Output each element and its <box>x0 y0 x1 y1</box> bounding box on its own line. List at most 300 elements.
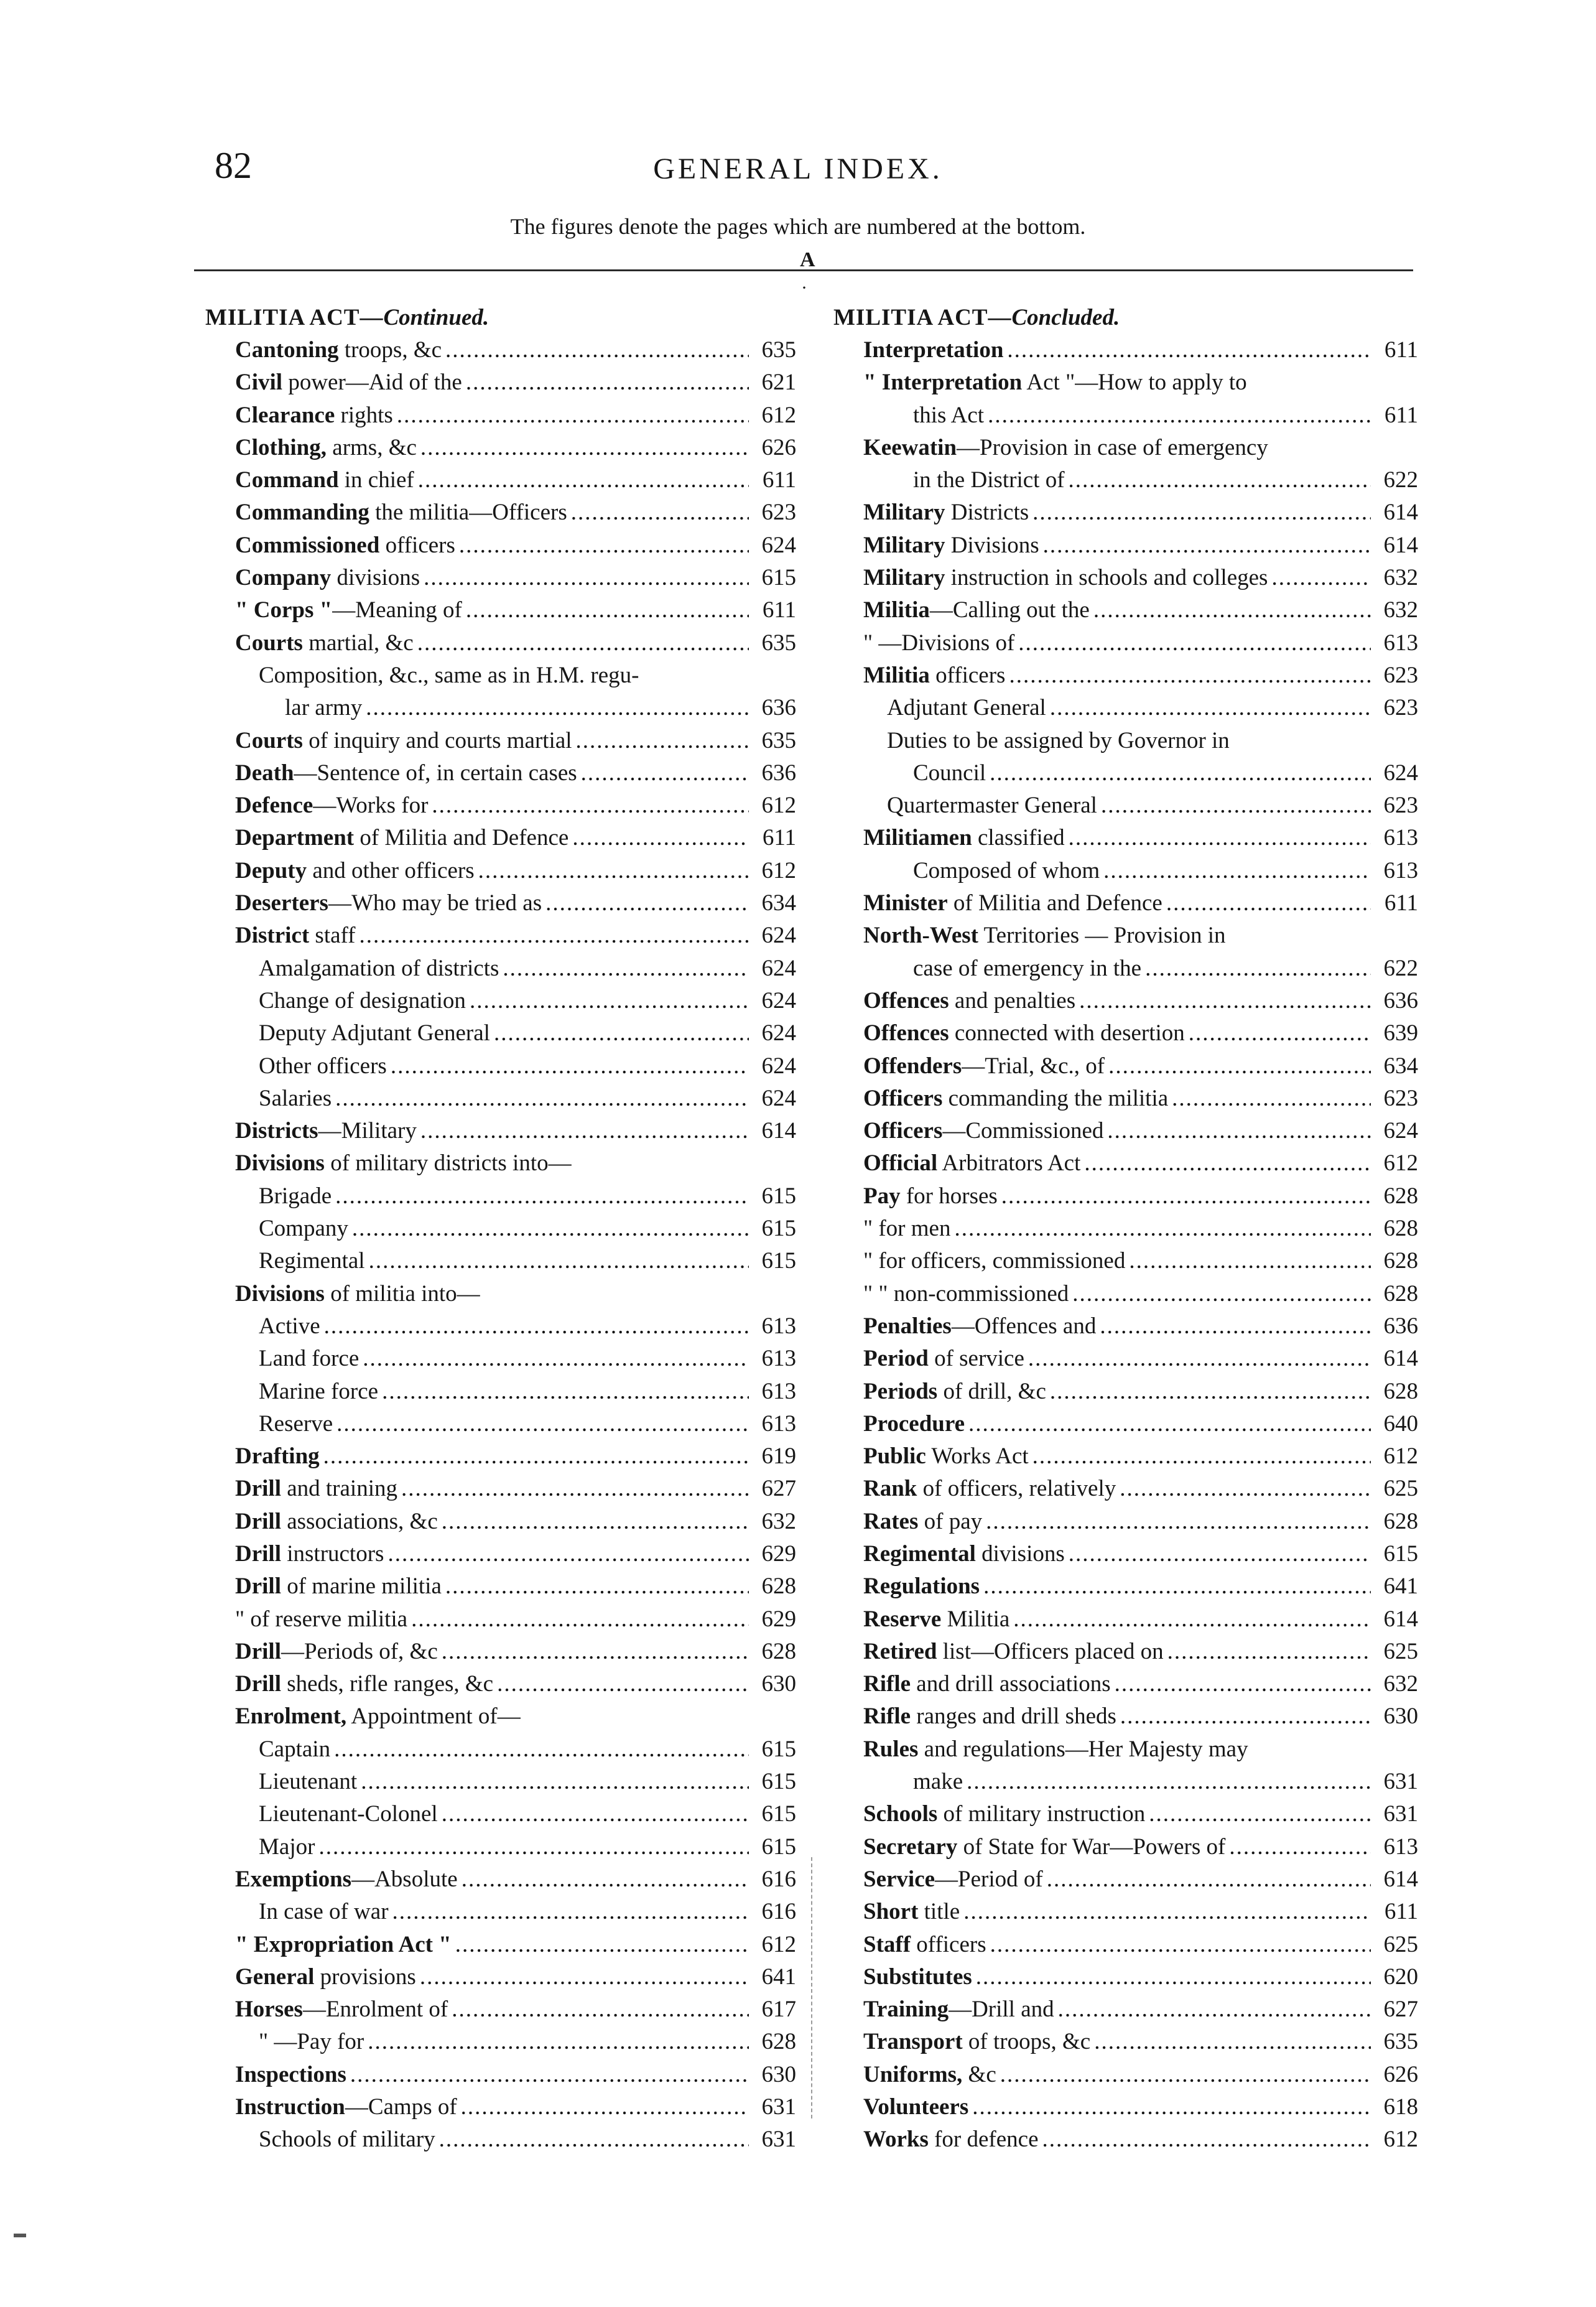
entry-text <box>863 1831 1225 1863</box>
entry-page-number: 612 <box>1383 1150 1418 1177</box>
index-entry <box>833 529 1418 562</box>
entry-text <box>235 399 393 432</box>
index-entry <box>833 1017 1418 1050</box>
entry-text <box>235 790 428 822</box>
rule-mark: A <box>800 248 815 271</box>
dot-leader <box>1072 1278 1371 1310</box>
entry-keyword: Divisions <box>235 1280 325 1307</box>
dot-leader <box>361 1766 749 1798</box>
index-entry <box>833 1506 1418 1538</box>
entry-subject: of Militia and Defence <box>947 890 1162 916</box>
entry-page-number: 641 <box>761 1964 796 1990</box>
index-entry <box>205 1863 796 1896</box>
dot-leader <box>494 1017 749 1050</box>
entry-keyword: Short <box>863 1899 919 1925</box>
dot-leader <box>1120 1473 1371 1505</box>
entry-subject: of militia into— <box>324 1280 480 1307</box>
dot-leader <box>439 2123 749 2156</box>
index-entry <box>205 1929 796 1961</box>
entry-subject: officers <box>929 662 1006 688</box>
entry-text <box>863 1700 1116 1733</box>
entry-subject: power—Aid of the <box>282 370 462 396</box>
dot-leader <box>1084 1147 1371 1180</box>
index-entry <box>205 1668 796 1700</box>
entry-keyword: Officers <box>863 1118 943 1144</box>
entry-keyword: Inspections <box>235 2061 346 2087</box>
entry-text <box>913 464 1065 496</box>
index-entry <box>205 334 796 366</box>
entry-page-number: 624 <box>1383 1118 1418 1144</box>
entry-text <box>235 1863 458 1896</box>
entry-text <box>259 1310 320 1343</box>
entry-subject: and other officers <box>307 857 475 883</box>
index-entry <box>205 2123 796 2156</box>
entry-keyword: Offences <box>863 987 949 1014</box>
entry-subject: Council <box>913 760 986 786</box>
index-entry <box>833 822 1418 854</box>
dot-leader <box>1166 887 1371 920</box>
entry-keyword: Drill <box>235 1508 281 1534</box>
entry-page-number: 615 <box>761 1834 796 1860</box>
dot-leader <box>1050 1376 1371 1408</box>
dot-leader <box>954 1213 1371 1245</box>
entry-page-number: 628 <box>1383 1378 1418 1404</box>
index-entry <box>833 1896 1418 1928</box>
entry-subject: case of emergency in the <box>913 955 1142 981</box>
entry-page-number: 611 <box>1384 337 1418 363</box>
entry-text <box>863 1408 965 1440</box>
dot-leader <box>1094 2026 1371 2058</box>
index-entry <box>205 1440 796 1473</box>
entry-subject: divisions <box>331 565 420 591</box>
entry-subject: commanding the militia <box>942 1085 1169 1111</box>
entry-keyword: Company <box>235 565 332 591</box>
index-entry <box>833 692 1418 724</box>
entry-text <box>863 2123 1039 2156</box>
entry-text <box>863 1570 980 1603</box>
entry-subject: of troops, &c <box>962 2029 1091 2055</box>
entry-text <box>235 1538 384 1570</box>
entry-subject: Deputy Adjutant General <box>259 1020 490 1046</box>
entry-page-number: 622 <box>1383 955 1418 981</box>
dot-leader <box>1042 2123 1371 2156</box>
entry-page-number: 636 <box>1383 987 1418 1014</box>
column-heading-suffix: Continued. <box>383 305 489 330</box>
index-entry <box>833 562 1418 594</box>
entry-keyword: " Corps " <box>235 597 333 623</box>
entry-text <box>863 594 1090 627</box>
index-entry <box>833 1440 1418 1473</box>
index-entry <box>205 399 796 432</box>
entry-subject: in the District of <box>913 467 1065 493</box>
index-entry <box>205 2026 796 2058</box>
entry-page-number: 614 <box>761 1118 796 1144</box>
entry-keyword: North-West <box>863 923 978 949</box>
dot-leader <box>1009 659 1371 692</box>
entry-subject: martial, &c <box>302 630 414 656</box>
entry-page-number: 613 <box>761 1410 796 1437</box>
entry-keyword: Courts <box>235 727 303 753</box>
entry-keyword: Procedure <box>863 1410 965 1437</box>
dot-leader <box>503 953 749 985</box>
entry-page-number: 616 <box>761 1866 796 1892</box>
entry-page-number: 611 <box>1384 402 1418 428</box>
entry-page-number: 636 <box>761 695 796 721</box>
entry-subject: Amalgamation of districts <box>259 955 499 981</box>
dot-leader <box>445 1570 749 1603</box>
entry-text <box>235 1929 452 1961</box>
entry-subject: provisions <box>314 1964 416 1990</box>
entry-text <box>259 953 499 985</box>
entry-page-number: 612 <box>761 402 796 428</box>
entry-page-number: 624 <box>761 987 796 1014</box>
entry-text <box>863 334 1003 366</box>
index-entry <box>205 562 796 594</box>
index-entry <box>833 1668 1418 1700</box>
entry-text <box>887 725 1230 757</box>
entry-text <box>235 594 462 627</box>
entry-text <box>235 529 455 562</box>
entry-page-number: 618 <box>1383 2094 1418 2120</box>
dot-leader <box>442 1636 749 1668</box>
entry-page-number: 628 <box>1383 1508 1418 1534</box>
entry-page-number: 623 <box>1383 695 1418 721</box>
entry-keyword: Drill <box>235 1540 281 1567</box>
entry-subject: for horses <box>900 1183 998 1209</box>
entry-page-number: 631 <box>1383 1769 1418 1795</box>
entry-text <box>235 562 420 594</box>
entry-page-number: 613 <box>1383 1834 1418 1860</box>
entry-subject: of military instruction <box>937 1801 1146 1827</box>
index-entry <box>205 659 796 692</box>
entry-subject: Territories — Provision in <box>978 923 1226 949</box>
index-entry <box>833 1213 1418 1245</box>
entry-page-number: 628 <box>761 1638 796 1664</box>
index-entry <box>205 1798 796 1830</box>
dot-leader <box>442 1798 749 1830</box>
entry-page-number: 641 <box>1383 1573 1418 1600</box>
index-entry <box>833 1961 1418 1993</box>
entry-page-number: 613 <box>761 1346 796 1372</box>
entry-subject: Lieutenant-Colonel <box>259 1801 438 1827</box>
entry-keyword: Rank <box>863 1476 917 1502</box>
dot-leader <box>452 1993 749 2026</box>
entry-subject: Change of designation <box>259 987 466 1014</box>
entry-subject: Marine force <box>259 1378 379 1404</box>
entry-text <box>863 1896 960 1928</box>
entry-text <box>259 1798 438 1830</box>
entry-subject: of service <box>928 1346 1024 1372</box>
entry-page-number: 632 <box>1383 597 1418 623</box>
entry-keyword: Divisions <box>235 1150 325 1177</box>
entry-text <box>235 496 567 529</box>
dot-leader <box>466 594 749 627</box>
entry-text <box>863 1473 1116 1505</box>
entry-text <box>863 627 1014 659</box>
entry-keyword: Official <box>863 1150 938 1177</box>
entry-keyword: Drafting <box>235 1443 320 1470</box>
entry-page-number: 615 <box>761 565 796 591</box>
entry-keyword: Schools <box>863 1801 938 1827</box>
entry-page-number: 632 <box>761 1508 796 1534</box>
entry-keyword: Militiamen <box>863 825 972 851</box>
index-entry <box>205 529 796 562</box>
entry-page-number: 626 <box>1383 2061 1418 2087</box>
dot-leader <box>963 1896 1371 1928</box>
dot-leader <box>986 1506 1371 1538</box>
entry-text <box>863 2026 1090 2058</box>
entry-text <box>259 1017 490 1050</box>
entry-page-number: 629 <box>761 1540 796 1567</box>
index-entry <box>205 1115 796 1147</box>
dot-leader <box>1028 1343 1371 1375</box>
dot-leader <box>1013 1603 1371 1636</box>
entry-subject: this Act <box>913 402 985 428</box>
entry-text <box>863 985 1075 1017</box>
entry-page-number: 613 <box>761 1378 796 1404</box>
entry-subject: Act "—How to apply to <box>1022 370 1247 396</box>
entry-text <box>259 1376 378 1408</box>
entry-text <box>259 1180 332 1213</box>
entry-text <box>863 822 1065 854</box>
index-entry <box>205 464 796 496</box>
index-entry <box>205 1603 796 1636</box>
entry-keyword: Rifle <box>863 1703 911 1730</box>
index-entry <box>833 1050 1418 1083</box>
dot-leader <box>1107 1115 1371 1147</box>
dot-leader <box>1032 496 1371 529</box>
dot-leader <box>1079 985 1371 1017</box>
index-entry <box>833 496 1418 529</box>
dot-leader <box>497 1668 749 1700</box>
index-entry <box>205 1278 796 1310</box>
entry-keyword: Service <box>863 1866 935 1892</box>
dot-leader <box>470 985 749 1017</box>
index-entry <box>205 1766 796 1798</box>
entry-subject: " —Divisions of <box>863 630 1015 656</box>
entry-subject: Composed of whom <box>913 857 1100 883</box>
index-entry <box>833 399 1418 432</box>
entry-subject: divisions <box>975 1540 1065 1567</box>
entry-text <box>863 1538 1065 1570</box>
entry-subject: —Military <box>318 1118 417 1144</box>
entry-text <box>863 1213 950 1245</box>
page-subtitle: The figures denote the pages which are numbered at the bottom. <box>510 214 1086 239</box>
index-entry <box>205 496 796 529</box>
index-entry <box>833 1343 1418 1375</box>
entry-page-number: 624 <box>761 1053 796 1079</box>
entry-text <box>259 985 466 1017</box>
entry-text <box>863 920 1226 952</box>
dot-leader <box>420 432 749 464</box>
entry-page-number: 631 <box>1383 1801 1418 1827</box>
index-entry <box>833 1083 1418 1115</box>
entry-keyword: " Expropriation Act " <box>235 1931 452 1957</box>
dot-leader <box>1129 1245 1371 1277</box>
entry-text <box>863 1376 1046 1408</box>
index-entry <box>833 887 1418 920</box>
index-entry <box>833 1115 1418 1147</box>
entry-subject: Composition, &c., same as in H.M. regu- <box>259 662 639 688</box>
entry-keyword: Cantoning <box>235 337 339 363</box>
index-entry <box>205 1831 796 1863</box>
entry-text <box>863 1310 1096 1343</box>
entry-text <box>863 529 1039 562</box>
dot-leader <box>1007 334 1371 366</box>
dot-leader <box>572 822 749 854</box>
entry-page-number: 614 <box>1383 532 1418 558</box>
entry-keyword: Substitutes <box>863 1964 972 1990</box>
entry-page-number: 624 <box>761 1020 796 1046</box>
index-entry <box>833 1636 1418 1668</box>
entry-subject: of military districts into— <box>324 1150 572 1177</box>
entry-subject: and regulations—Her Majesty may <box>918 1736 1248 1762</box>
entry-page-number: 623 <box>1383 793 1418 819</box>
index-entry <box>833 2091 1418 2123</box>
dot-leader <box>1108 1050 1371 1083</box>
entry-page-number: 612 <box>761 1931 796 1957</box>
entry-text <box>235 2091 457 2123</box>
entry-page-number: 622 <box>1383 467 1418 493</box>
entry-page-number: 635 <box>761 337 796 363</box>
entry-text <box>863 432 1268 464</box>
entry-page-number: 630 <box>761 1671 796 1697</box>
entry-text <box>235 887 542 920</box>
entry-keyword: Commissioned <box>235 532 380 558</box>
dot-leader <box>336 1408 749 1440</box>
index-entry <box>833 920 1418 952</box>
dot-leader <box>382 1376 749 1408</box>
entry-keyword: Transport <box>863 2029 963 2055</box>
entry-text <box>863 1798 1145 1830</box>
entry-keyword: Courts <box>235 630 303 656</box>
entry-page-number: 617 <box>761 1997 796 2023</box>
entry-text <box>887 692 1046 724</box>
entry-subject: —Sentence of, in certain cases <box>294 760 577 786</box>
entry-subject: Lieutenant <box>259 1769 358 1795</box>
dot-leader <box>1047 1863 1371 1896</box>
entry-keyword: Public <box>863 1443 926 1470</box>
entry-keyword: Defence <box>235 793 313 819</box>
dot-leader <box>424 562 749 594</box>
entry-keyword: Volunteers <box>863 2094 969 2120</box>
entry-keyword: Periods <box>863 1378 938 1404</box>
entry-subject: —Absolute <box>351 1866 458 1892</box>
entry-text <box>863 659 1005 692</box>
entry-keyword: Drill <box>235 1638 281 1664</box>
entry-subject: of drill, &c <box>937 1378 1046 1404</box>
dot-leader <box>1149 1798 1371 1830</box>
dot-leader <box>1001 1180 1371 1213</box>
entry-page-number: 623 <box>1383 1085 1418 1111</box>
entry-keyword: Deputy <box>235 857 307 883</box>
entry-subject: Captain <box>259 1736 331 1762</box>
entry-page-number: 628 <box>761 1573 796 1600</box>
entry-keyword: Horses <box>235 1997 303 2023</box>
entry-page-number: 631 <box>761 2094 796 2120</box>
entry-page-number: 620 <box>1383 1964 1418 1990</box>
index-column-right <box>833 302 1418 2156</box>
entry-keyword: Militia <box>863 597 930 623</box>
dot-leader <box>418 464 749 496</box>
dot-leader <box>967 1766 1371 1798</box>
scan-mark <box>14 2234 26 2237</box>
entry-subject: Active <box>259 1313 320 1339</box>
entry-text <box>235 1961 416 1993</box>
index-entry <box>205 1506 796 1538</box>
index-entry <box>205 1896 796 1928</box>
entry-page-number: 624 <box>761 923 796 949</box>
entry-page-number: 613 <box>1383 857 1418 883</box>
index-entry <box>205 1180 796 1213</box>
entry-subject: Adjutant General <box>887 695 1046 721</box>
entry-text <box>913 1766 963 1798</box>
index-entry <box>205 1245 796 1277</box>
entry-text <box>913 757 986 790</box>
index-entry <box>205 985 796 1017</box>
entry-page-number: 614 <box>1383 500 1418 526</box>
index-entry <box>833 2123 1418 2156</box>
entry-subject: associations, &c <box>281 1508 438 1534</box>
entry-keyword: Exemptions <box>235 1866 352 1892</box>
entry-subject: of marine militia <box>281 1573 442 1600</box>
index-entry <box>205 1213 796 1245</box>
index-entry <box>205 757 796 790</box>
entry-subject: classified <box>972 825 1065 851</box>
entry-subject: " for officers, commissioned <box>863 1248 1126 1274</box>
index-entry <box>205 692 796 724</box>
index-entry <box>833 1766 1418 1798</box>
entry-subject: " for men <box>863 1216 951 1242</box>
entry-keyword: Period <box>863 1346 929 1372</box>
dot-leader <box>360 920 749 952</box>
index-entry <box>205 1310 796 1343</box>
entry-text <box>235 432 417 464</box>
entry-text <box>863 1961 972 1993</box>
entry-page-number: 628 <box>1383 1248 1418 1274</box>
index-entry <box>205 2059 796 2091</box>
dot-leader <box>968 1408 1371 1440</box>
entry-text <box>259 1831 315 1863</box>
entry-page-number: 614 <box>1383 1606 1418 1632</box>
entry-page-number: 635 <box>761 727 796 753</box>
entry-text <box>259 1408 333 1440</box>
entry-keyword: Training <box>863 1997 949 2023</box>
index-entry <box>833 1929 1418 1961</box>
entry-subject: Duties to be assigned by Governor in <box>887 727 1230 753</box>
entry-text <box>235 855 475 887</box>
entry-page-number: 612 <box>761 793 796 819</box>
entry-text <box>863 1929 986 1961</box>
index-entry <box>833 1147 1418 1180</box>
dot-leader <box>324 1310 749 1343</box>
dot-leader <box>420 1961 749 1993</box>
dot-leader <box>1050 692 1371 724</box>
dot-leader <box>1103 855 1371 887</box>
entry-subject: Brigade <box>259 1183 332 1209</box>
entry-text <box>259 2123 435 2156</box>
entry-keyword: Militia <box>863 662 930 688</box>
entry-keyword: Rules <box>863 1736 919 1762</box>
entry-keyword: Districts <box>235 1118 318 1144</box>
index-entry <box>205 1993 796 2026</box>
entry-keyword: Civil <box>235 370 283 396</box>
entry-page-number: 634 <box>1383 1053 1418 1079</box>
entry-page-number: 632 <box>1383 1671 1418 1697</box>
entry-page-number: 630 <box>761 2061 796 2087</box>
index-entry <box>833 1180 1418 1213</box>
entry-text <box>863 1278 1069 1310</box>
